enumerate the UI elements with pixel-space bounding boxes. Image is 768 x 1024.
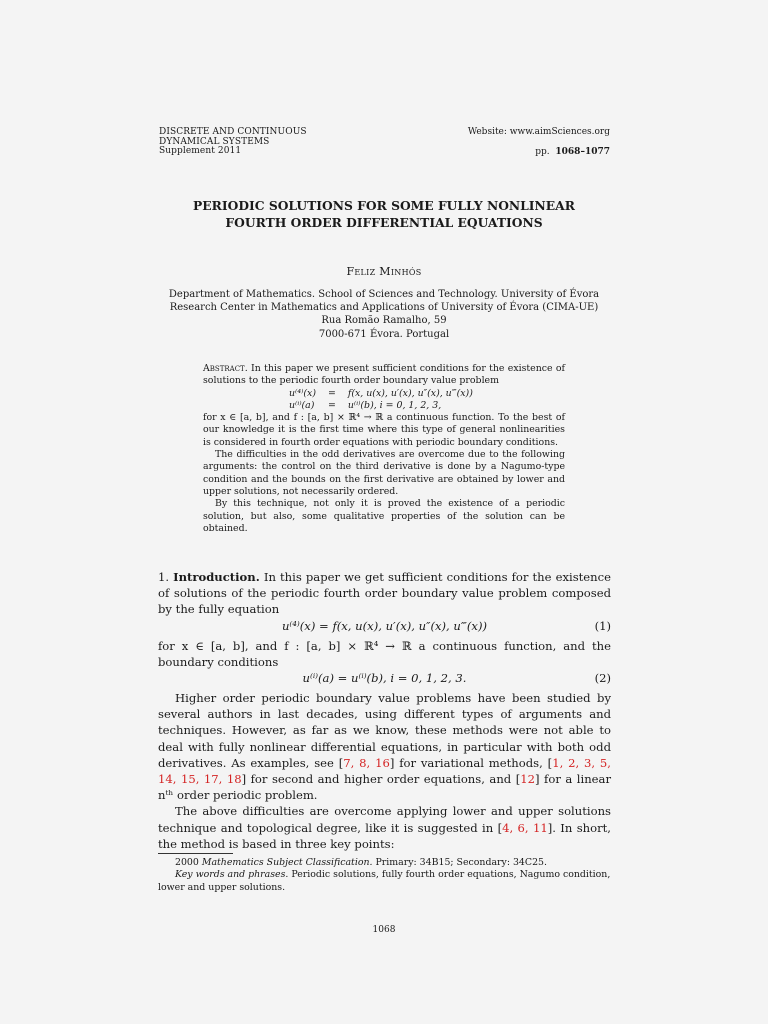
paper-title	[150, 197, 618, 231]
intro-paragraph-1: In this paper we get sufficient conditions for the existence of solutions of the periodic fourth order boundary value problem composed by the fully equation	[158, 570, 611, 617]
abstract-eq1-rel: =	[328, 387, 336, 399]
abstract-equations	[283, 388, 479, 413]
equation-2-body: u⁽ⁱ⁾(a) = u⁽ⁱ⁾(b), i = 0, 1, 2, 3.	[302, 671, 467, 686]
equation-1	[158, 618, 611, 638]
footnote-rule	[158, 853, 233, 854]
citation-link[interactable]: 4, 6, 11	[502, 820, 548, 835]
abstract-after-equations: for x ∈ [a, b], and f : [a, b] × ℝ⁴ → ℝ a continuous function. To the best of our knowledge it is the first time where this type of general nonlinearities is considered in fourth order equations with periodic boundary conditions.	[203, 412, 565, 448]
text-run: ]. In short, the method is based in three key points:	[158, 820, 611, 851]
section-number: 1.	[158, 570, 170, 584]
msc-label: Mathematics Subject Classification.	[201, 857, 373, 868]
intro-paragraph-3	[158, 803, 611, 852]
text-run: ] for a linear nᵗʰ order periodic problem.	[158, 772, 611, 803]
page-number: 1068	[372, 925, 396, 935]
abstract-eq2-rel: =	[328, 399, 336, 411]
journal-name-line1: DISCRETE AND CONTINUOUS	[159, 127, 307, 137]
citation-link[interactable]: 7, 8, 16	[343, 755, 390, 770]
abstract-label: Abstract.	[203, 363, 248, 374]
keywords-label: Key words and phrases.	[175, 869, 289, 881]
header-right	[468, 128, 610, 157]
intro-paragraph-2	[158, 690, 611, 803]
section-heading: Introduction.	[173, 570, 260, 584]
introduction-section	[158, 569, 611, 852]
citation-link[interactable]: 12	[520, 772, 536, 787]
journal-name-line2: DYNAMICAL SYSTEMS	[159, 136, 270, 147]
abstract-intro: In this paper we present sufficient conditions for the existence of solutions to the periodic fourth order boundary value problem	[203, 363, 565, 387]
paper-title-line1: PERIODIC SOLUTIONS FOR SOME FULLY NONLINEAR	[193, 198, 575, 213]
text-run: The above difficulties are overcome applying lower and upper solutions technique and topological degree, like it is suggested in [	[158, 804, 611, 835]
journal-header	[159, 128, 307, 157]
journal-website: Website: www.aimSciences.org	[467, 127, 610, 137]
equation-1-body: u⁽⁴⁾(x) = f(x, u(x), u′(x), u″(x), u‴(x))	[281, 618, 488, 633]
author-affiliation	[150, 288, 618, 341]
equation-2	[158, 670, 611, 690]
abstract-eq2-rhs: u⁽ⁱ⁾(b), i = 0, 1, 2, 3,	[347, 399, 442, 411]
msc-year: 2000	[175, 857, 199, 868]
abstract-eq2-lhs: u⁽ⁱ⁾(a)	[289, 399, 315, 411]
footnote-keywords	[158, 869, 611, 894]
abstract-eq1-lhs: u⁽⁴⁾(x)	[289, 387, 317, 399]
abstract-eq1-rhs: f(x, u(x), u′(x), u″(x), u‴(x))	[347, 387, 473, 399]
affiliation-line: Rua Romão Ramalho, 59	[321, 315, 447, 327]
abstract	[203, 363, 565, 535]
footnote-msc	[158, 857, 611, 869]
affiliation-line: 7000-671 Évora. Portugal	[318, 328, 450, 340]
affiliation-line: Research Center in Mathematics and Applications of University of Évora (CIMA-UE)	[169, 302, 599, 314]
equation-1-number: (1)	[594, 618, 611, 633]
msc-text: Primary: 34B15; Secondary: 34C25.	[375, 857, 547, 868]
journal-supplement: Supplement 2011	[159, 146, 242, 156]
abstract-paragraph-3: By this technique, not only it is proved the existence of a periodic solution, but also, some qualitative properties of the solution can be obtained.	[203, 498, 565, 534]
affiliation-line: Department of Mathematics. School of Sciences and Technology. University of Évora	[168, 289, 600, 300]
citation-link[interactable]: 1, 2, 3, 5, 14, 15, 17, 18	[158, 755, 611, 787]
abstract-paragraph-2: The difficulties in the odd derivatives are overcome due to the following arguments: the control on the third derivative is done by a Nagumo-type condition and the bounds on the first derivative are obtained by lower and upper solutions, not necessarily ordered.	[203, 449, 565, 497]
intro-paragraph-1b: for x ∈ [a, b], and f : [a, b] × ℝ⁴ → ℝ a continuous function, and the boundary conditions	[158, 638, 611, 669]
text-run: ] for variational methods, [	[389, 755, 553, 770]
page-range	[468, 148, 610, 158]
page-range-prefix: pp.	[535, 146, 550, 157]
footnotes	[158, 857, 611, 894]
page-range-value: 1068–1077	[555, 146, 610, 157]
paper-title-line2: FOURTH ORDER DIFFERENTIAL EQUATIONS	[225, 215, 543, 230]
text-run: Higher order periodic boundary value problems have been studied by several authors in last decades, using different types of arguments and techniques. However, as far as we know, these methods were not able to deal with fully nonlinear differential equations, in particular with both odd derivatives. As examples, see [	[158, 691, 611, 770]
equation-2-number: (2)	[594, 671, 611, 686]
keywords-text: Periodic solutions, fully fourth order equations, Nagumo condition, lower and upper solutions.	[158, 869, 611, 893]
text-run: ] for second and higher order equations, and [	[241, 772, 521, 787]
paper-author: Feliz Minhós	[346, 265, 422, 278]
